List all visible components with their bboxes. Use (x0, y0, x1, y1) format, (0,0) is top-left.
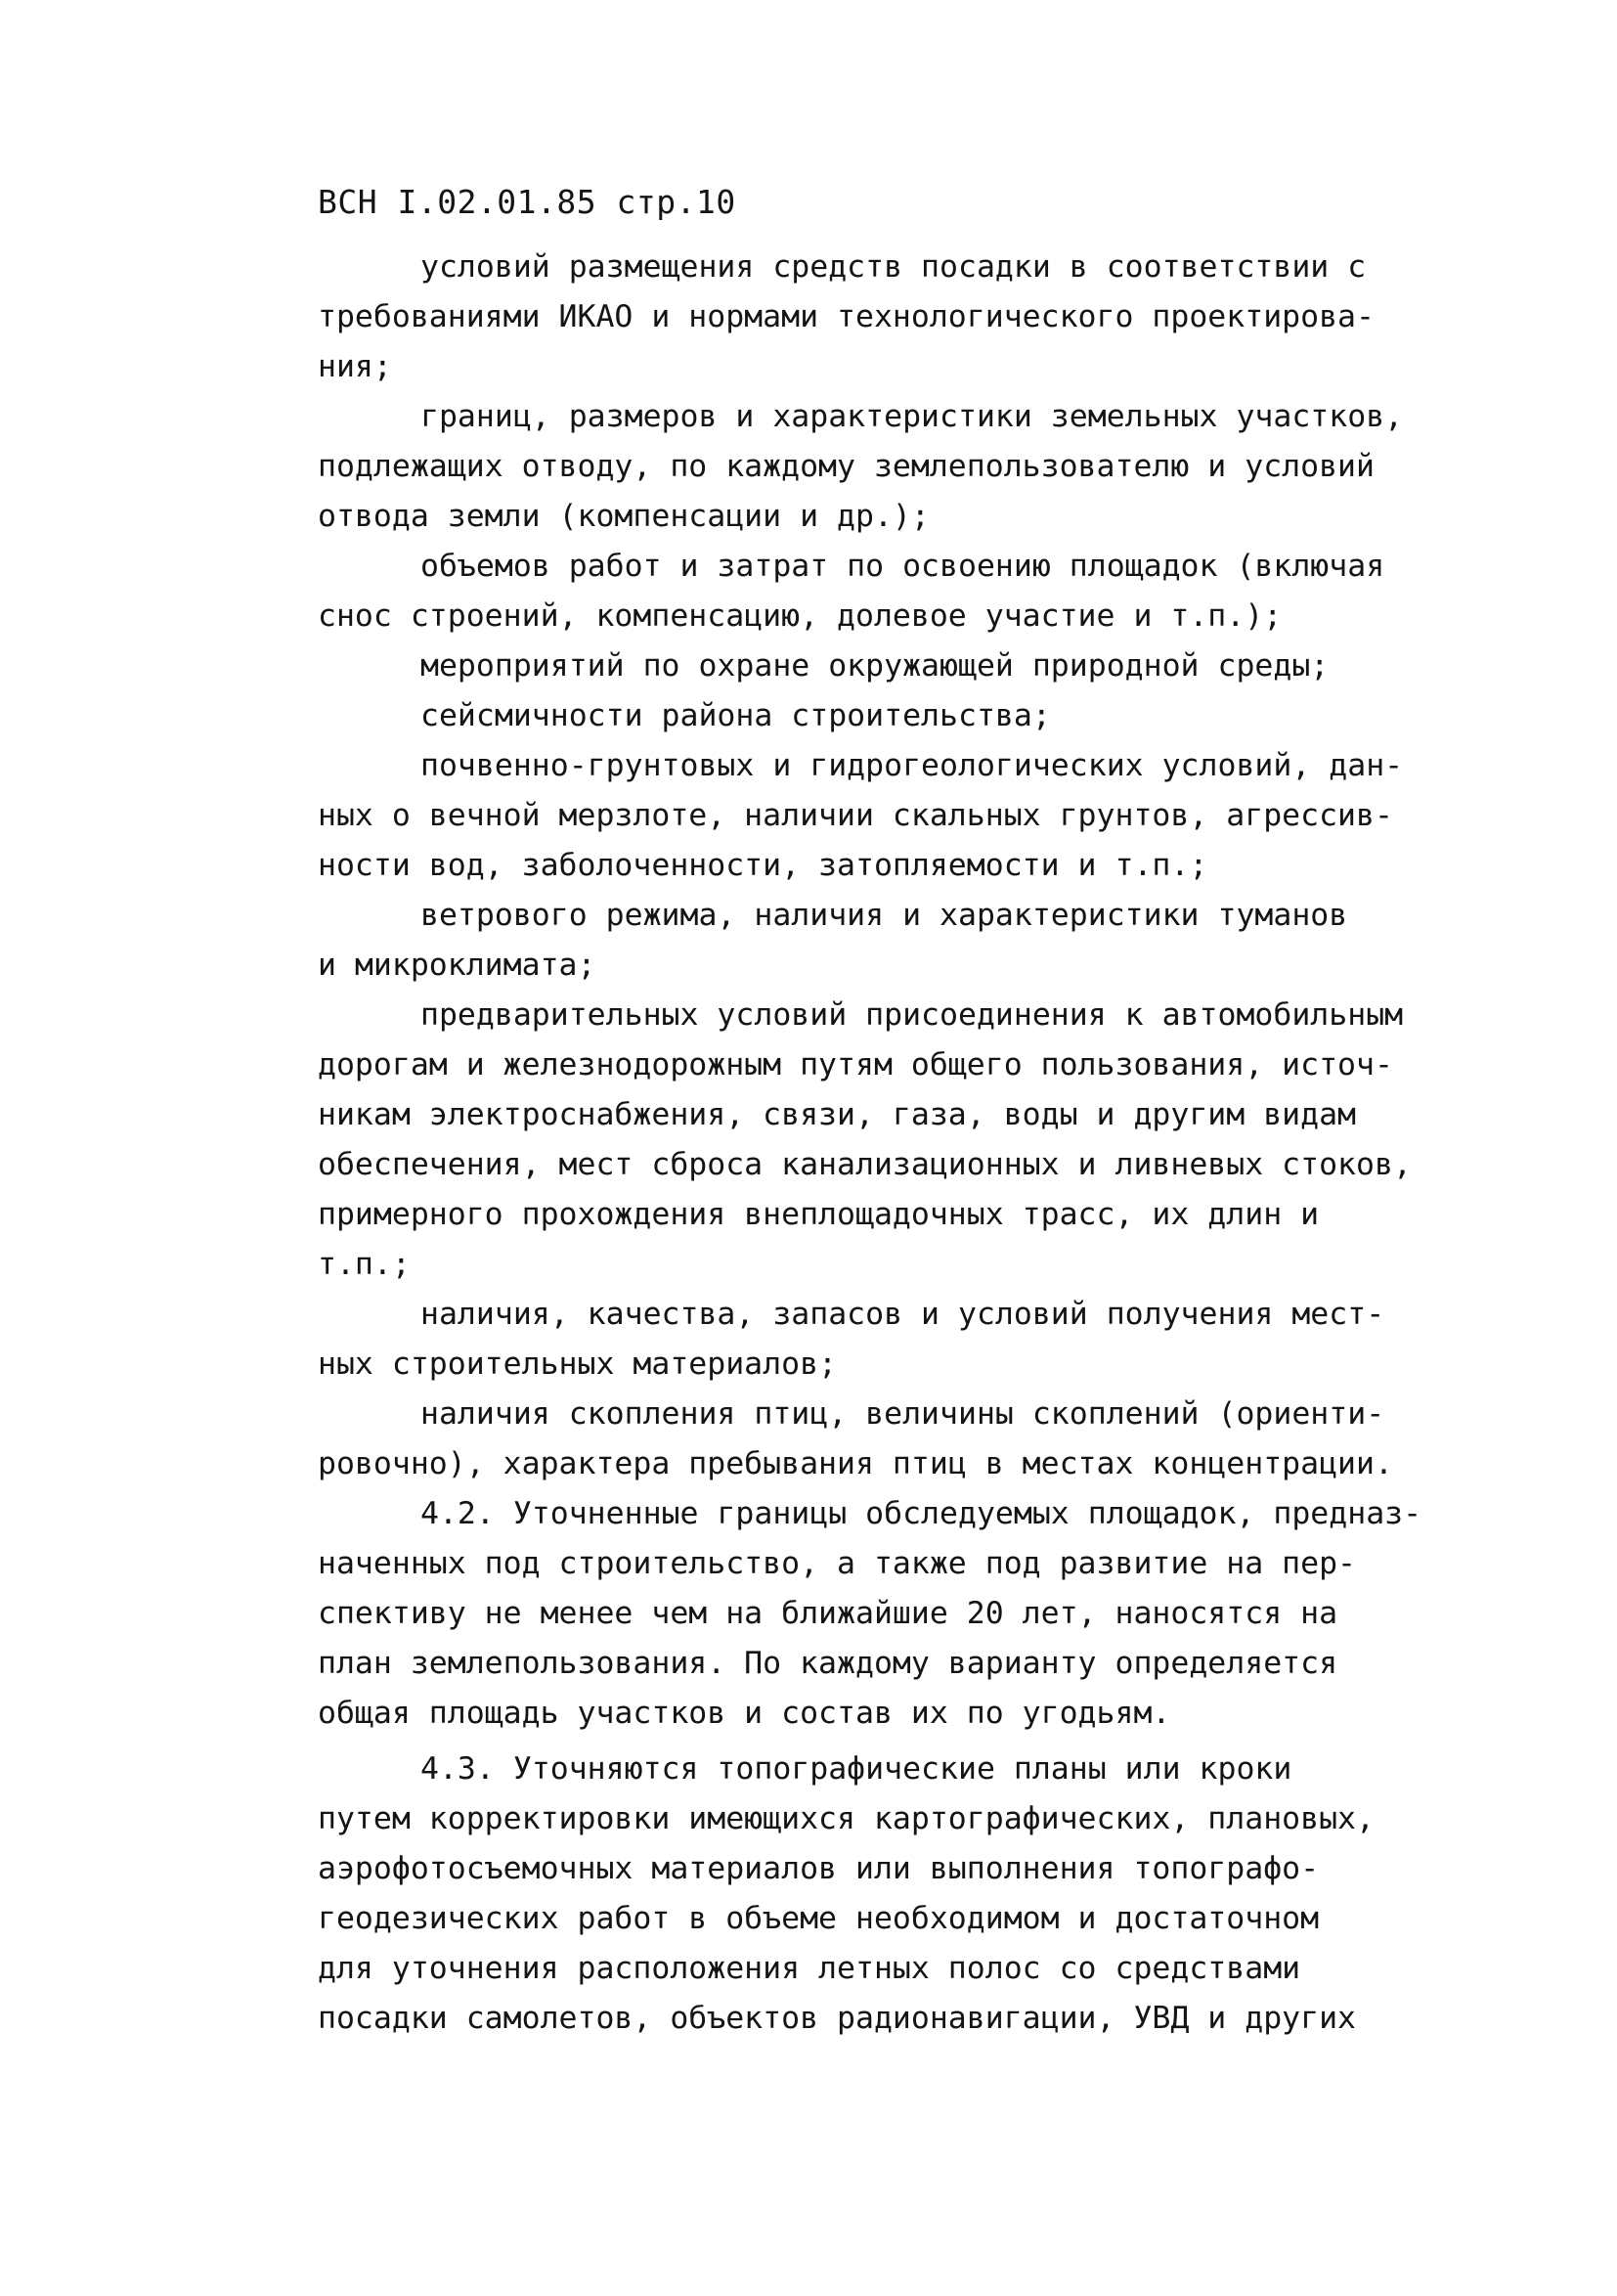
text-line: объемов работ и затрат по освоению площадок (включая (420, 549, 1385, 584)
text-line: т.п.; (318, 1247, 411, 1282)
text-line: ровочно), характера пребывания птиц в местах концентрации. (318, 1446, 1393, 1481)
text-line: наличия, качества, запасов и условий получения мест- (420, 1297, 1385, 1332)
text-line: дорогам и железнодорожным путям общего пользования, источ- (318, 1047, 1393, 1082)
text-line: обеспечения, мест сброса канализационных и ливневых стоков, (318, 1147, 1412, 1182)
text-line: геодезических работ в объеме необходимом и достаточном (318, 1901, 1320, 1936)
text-line: общая площадь участков и состав их по угодьям. (318, 1696, 1171, 1731)
body-text (318, 243, 1550, 2044)
text-line: почвенно-грунтовых и гидрогеологических условий, дан- (420, 748, 1404, 783)
text-line: сейсмичности района строительства; (420, 698, 1051, 733)
text-line: границ, размеров и характеристики земельных участков, (420, 399, 1404, 434)
text-line: путем корректировки имеющихся картографических, плановых, (318, 1801, 1375, 1836)
text-line: ных о вечной мерзлоте, наличии скальных грунтов, агрессив- (318, 798, 1393, 833)
text-line: 4.3. Уточняются топографические планы или кроки (420, 1751, 1292, 1787)
text-line: условий размещения средств посадки в соответствии с (420, 249, 1367, 285)
text-line: ния; (318, 349, 392, 384)
text-line: ности вод, заболоченности, затопляемости и т.п.; (318, 848, 1208, 883)
text-line: и микроклимата; (318, 948, 596, 983)
text-line: для уточнения расположения летных полос со средствами (318, 1951, 1301, 1986)
text-line: снос строений, компенсацию, долевое участие и т.п.); (318, 598, 1283, 634)
text-line: наличия скопления птиц, величины скоплений (ориенти- (420, 1396, 1385, 1432)
text-line: наченных под строительство, а также под развитие на пер- (318, 1546, 1357, 1581)
text-line: спективу не менее чем на ближайшие 20 лет, наносятся на (318, 1596, 1338, 1631)
text-line: план землепользования. По каждому варианту определяется (318, 1646, 1338, 1681)
page-header: ВСН I.02.01.85 стр.10 (318, 183, 736, 221)
text-line: ветрового режима, наличия и характеристики туманов (420, 898, 1348, 933)
text-line: посадки самолетов, объектов радионавигации, УВД и других (318, 2001, 1357, 2036)
text-line: требованиями ИКАО и нормами технологического проектирова- (318, 299, 1375, 334)
text-line: ных строительных материалов; (318, 1347, 838, 1382)
text-line: примерного прохождения внеплощадочных трасс, их длин и (318, 1197, 1320, 1232)
text-line: аэрофотосъемочных материалов или выполнения топографо- (318, 1851, 1320, 1886)
text-line: предварительных условий присоединения к автомобильным (420, 997, 1404, 1033)
text-line: отвода земли (компенсации и др.); (318, 499, 930, 534)
text-line: никам электроснабжения, связи, газа, воды и другим видам (318, 1097, 1357, 1132)
text-line: подлежащих отводу, по каждому землепользователю и условий (318, 449, 1375, 484)
text-line: 4.2. Уточненные границы обследуемых площадок, предназ- (420, 1496, 1422, 1531)
text-line: мероприятий по охране окружающей природной среды; (420, 648, 1330, 684)
